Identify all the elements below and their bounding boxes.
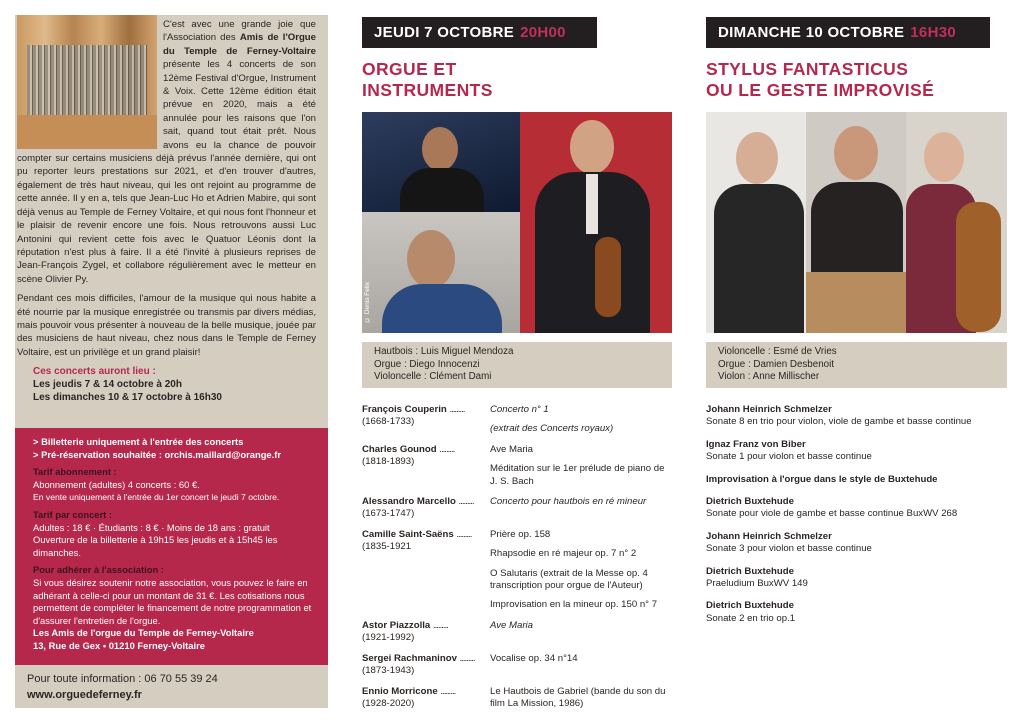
membership-text: Si vous désirez soutenir notre association, vous pouvez le faire en adhérant à celle-ci pour un montant de 31 €. Les cotisations nous permettent de compléter le financement de notre programmation et d'assurer l'entretien de l'orgue. — [33, 576, 312, 626]
composer-block — [362, 620, 490, 645]
association-name: Amis de l'Orgue du Temple de Ferney-Voltaire — [163, 32, 317, 57]
work: O Salutaris (extrait de la Messe op. 4 transcription pour orgue de l'Auteur) — [490, 567, 648, 592]
musician: Orgue : Diego Innocenzi — [374, 358, 480, 370]
leader-dots: ......... — [439, 443, 455, 455]
program-item — [706, 474, 996, 486]
photo-credit: © Denis Felix — [364, 282, 371, 323]
composer-name: Dietrich Buxtehude — [706, 565, 794, 577]
program-item — [706, 404, 996, 429]
dates-thursdays: Les jeudis 7 & 14 octobre à 20h — [33, 379, 182, 391]
works — [490, 444, 674, 488]
composer-name: Ennio Morricone — [362, 685, 438, 697]
composer-name: Johann Heinrich Schmelzer — [706, 530, 832, 542]
contact-phone: Pour toute information : 06 70 55 39 24 — [27, 673, 218, 685]
ticket-line-1: > Billetterie uniquement à l'entrée des concerts — [33, 436, 244, 447]
composer-dates: (1818-1893) — [362, 456, 415, 468]
works — [490, 404, 613, 436]
work: Sonate 3 pour violon et basse continue — [706, 543, 872, 555]
concert2-title — [706, 59, 934, 101]
concert1-day: JEUDI 7 OCTOBRE — [374, 24, 515, 41]
musician: Violoncelle : Esmé de Vries — [718, 346, 837, 357]
ticket-line-2[interactable]: > Pré-réservation souhaitée : orchis.maillard@orange.fr — [33, 448, 282, 460]
concert1-title-line2: INSTRUMENTS — [362, 80, 493, 100]
program-item — [362, 686, 674, 711]
violinist-photo — [906, 112, 1007, 333]
concert2-time: 16H30 — [910, 24, 956, 41]
concert1-title — [362, 59, 493, 101]
composer-name: François Couperin — [362, 404, 447, 415]
concert2-header — [706, 17, 990, 48]
works — [490, 496, 646, 521]
oboist-photo — [362, 112, 520, 212]
composer-name: Dietrich Buxtehude — [706, 496, 794, 508]
work: Le Hautbois de Gabriel (bande du son du film La Mission, 1986) — [490, 685, 666, 709]
work: Sonate 2 en trio op.1 — [706, 612, 796, 624]
dates-title: Ces concerts auront lieu : — [33, 366, 156, 378]
program-item — [706, 496, 996, 521]
organist-2-photo — [806, 112, 906, 333]
program-item — [362, 620, 674, 645]
concert2-musicians — [706, 342, 1007, 388]
program-item — [362, 529, 674, 612]
leader-dots: ......... — [458, 496, 474, 508]
program-item — [706, 531, 996, 556]
organist-photo — [362, 212, 520, 333]
work: Prière op. 158 — [490, 528, 551, 540]
work: Ave Maria — [490, 443, 534, 455]
composer-block — [362, 653, 490, 678]
website-link[interactable]: www.orguedeferney.fr — [27, 689, 142, 701]
work: Vocalise op. 34 n°14 — [490, 652, 578, 664]
concert1-title-line1: ORGUE ET — [362, 59, 457, 79]
work: Concerto n° 1 — [490, 404, 549, 415]
composer-block — [362, 686, 490, 711]
works — [490, 529, 674, 612]
intro-text-a: C'est avec une grande joie que l'Association des — [163, 19, 316, 44]
work: Méditation sur le 1er prélude de piano de J. S. Bach — [490, 463, 665, 487]
composer-name: Johann Heinrich Schmelzer — [706, 404, 832, 415]
cellist-2-photo — [706, 112, 806, 333]
concert2-day: DIMANCHE 10 OCTOBRE — [718, 24, 905, 41]
work: Improvisation en la mineur op. 150 n° 7 — [490, 599, 658, 611]
subscription-title: Tarif abonnement : — [33, 466, 117, 478]
musician: Orgue : Damien Desbenoit — [718, 358, 834, 370]
composer-name: Astor Piazzolla — [362, 619, 431, 631]
composer-name: Charles Gounod — [362, 443, 437, 455]
composer-name: Alessandro Marcello — [362, 496, 456, 508]
leader-dots: ......... — [449, 404, 465, 415]
leader-dots: ......... — [459, 652, 475, 664]
leader-dots: ......... — [432, 619, 448, 631]
concert1-program — [362, 404, 674, 718]
leader-dots: ......... — [456, 528, 472, 540]
composer-name: Ignaz Franz von Biber — [706, 438, 806, 450]
intro-paragraph-2: Pendant ces mois difficiles, l'amour de la musique qui nous habite a été nourrie par la musique enregistrée ou transmis par divers médias, mais pouvoir vous présenter à nouveau de la belle musique, jouée par des musiciens de haut niveau, chez nous dans le Temple de Ferney Voltaire, est un privilège et un grand plaisir! — [17, 293, 316, 358]
dates-sundays: Les dimanches 10 & 17 octobre à 16h30 — [33, 392, 222, 404]
composer-dates: (1921-1992) — [362, 632, 415, 644]
concert1-time: 20H00 — [520, 24, 566, 41]
composer-name: Camille Saint-Saëns — [362, 528, 454, 540]
composer-block — [362, 529, 490, 612]
membership-title: Pour adhérer à l'association : — [33, 564, 164, 576]
composer-dates: (1668-1733) — [362, 416, 415, 428]
concert-price-title: Tarif par concert : — [33, 508, 113, 520]
program-item — [362, 496, 674, 521]
concert-prices: Adultes : 18 € · Étudiants : 8 € · Moins de 18 ans : gratuit — [33, 521, 270, 533]
cellist-photo — [520, 112, 672, 333]
concert1-musicians — [362, 342, 672, 388]
work: Sonate pour viole de gambe et basse continue BuxWV 268 — [706, 508, 958, 520]
program-item — [362, 653, 674, 678]
organ-photo — [17, 15, 157, 149]
composer-name: Improvisation à l'orgue dans le style de Buxtehude — [706, 473, 938, 485]
composer-block — [362, 444, 490, 488]
work: Ave Maria — [490, 619, 534, 631]
association-address: 13, Rue de Gex • 01210 Ferney-Voltaire — [33, 639, 205, 651]
program-item — [706, 566, 996, 591]
program-item — [362, 404, 674, 436]
works — [490, 686, 674, 711]
intro-text-d: Nous avons eu la chance de pouvoir compter sur certains musiciens déjà prévus l'année dernière, qui ont pu reporter leurs prestations sur 2021, et d'en trouver d'autres, également de très haut niveau, qui les ont rejoint au programme de cette année. Il y en a, tels que Jean-Luc Ho et Adrien Mabire, qui sont déjà venus au Temple de Ferney Voltaire, et qui nous font l'honneur et le plaisir de revenir encore une fois. Nous retrouvons aussi Luc Antonini qui revient cette fois avec le Quatuor Léonis dont la réputation n'est plus à faire. Il a été l'invité à plusieurs reprises de Jean-François Zygel, et collabore régulièrement avec le metteur en scène Olivier Py. — [17, 126, 316, 285]
work: Sonate 8 en trio pour violon, viole de gambe et basse continue — [706, 416, 972, 428]
composer-block — [362, 404, 490, 436]
musician: Hautbois : Luis Miguel Mendoza — [374, 346, 514, 357]
concert-dates — [15, 365, 328, 404]
composer-block — [362, 496, 490, 521]
works — [490, 620, 533, 645]
leader-dots: ......... — [440, 685, 456, 697]
work: Concerto pour hautbois en ré mineur — [490, 496, 647, 508]
box-office-hours: Ouverture de la billetterie à 19h15 les jeudis et à 15h45 les dimanches. — [33, 534, 278, 558]
program-item — [362, 444, 674, 488]
intro-text-c: présente les 4 concerts de son 12ème Festival d'Orgue, Instrument & Voix. Cette 12ème édition était prévue en 2020, mais a été annulée pour les raisons que l'on sait, quand tout était prêt. — [163, 59, 316, 138]
subscription-note: En vente uniquement à l'entrée du 1er concert le jeudi 7 octobre. — [33, 492, 280, 503]
concert2-title-line1: STYLUS FANTASTICUS — [706, 59, 909, 79]
composer-dates: (1928-2020) — [362, 697, 415, 709]
intro-panel — [15, 15, 328, 708]
work: Praeludium BuxWV 149 — [706, 578, 808, 590]
work: Rhapsodie en ré majeur op. 7 n° 2 — [490, 548, 637, 560]
composer-name: Dietrich Buxtehude — [706, 600, 794, 612]
work: Sonate 1 pour violon et basse continue — [706, 451, 872, 463]
composer-dates: (1873-1943) — [362, 665, 415, 677]
musician: Violoncelle : Clément Dami — [374, 371, 492, 383]
program-item — [706, 600, 996, 625]
works — [490, 653, 578, 678]
musician: Violon : Anne Millischer — [718, 371, 820, 383]
ticket-info — [15, 428, 328, 665]
concert2-title-line2: OU LE GESTE IMPROVISÉ — [706, 80, 935, 100]
concert1-header — [362, 17, 597, 48]
contact-info — [27, 671, 218, 703]
composer-name: Sergei Rachmaninov — [362, 652, 457, 664]
concert2-program — [706, 404, 996, 635]
composer-dates: (1673-1747) — [362, 508, 415, 520]
association-address-name: Les Amis de l'orgue du Temple de Ferney-Voltaire — [33, 627, 254, 639]
composer-dates: (1835-1921 — [362, 541, 412, 553]
subscription-price: Abonnement (adultes) 4 concerts : 60 €. — [33, 478, 200, 490]
work: (extrait des Concerts royaux) — [490, 423, 614, 435]
program-item — [706, 439, 996, 464]
